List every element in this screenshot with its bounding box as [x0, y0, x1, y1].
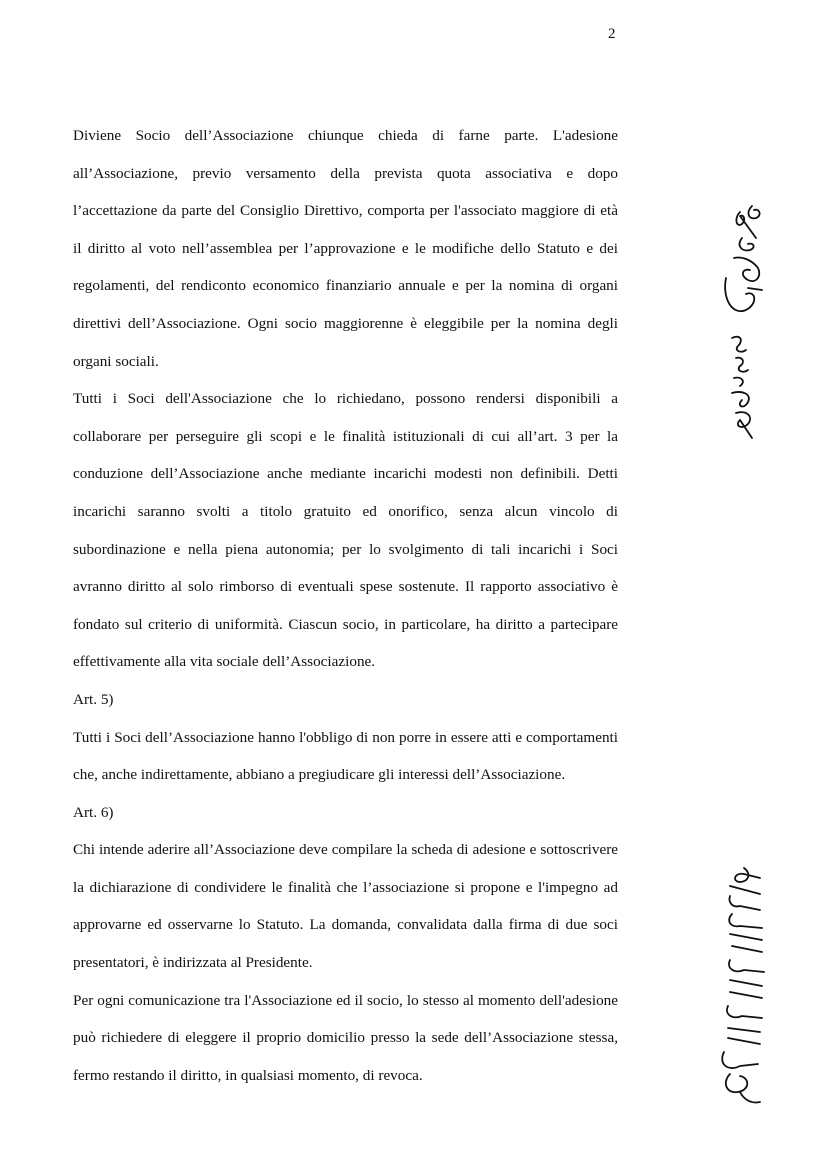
paragraph-application: Chi intende aderire all’Associazione deve compilare la scheda di adesione e sottoscrivere la dichiarazione di condividere le finalità che l’associazione si propone e l'impegno ad approvarne ed osservarne lo Statuto. La domanda, convalidata dalla firma di due soci presentatori, è indirizzata al Presidente.	[73, 841, 618, 972]
handwritten-signature-bottom	[700, 860, 775, 1110]
paragraph-collaboration: Tutti i Soci dell'Associazione che lo richiedano, possono rendersi disponibili a collaborare per perseguire gli scopi e le finalità istituzionali di cui all’art. 3 per la conduzione dell’Associazione anche mediante incarichi modesti non definibili. Detti incarichi saranno svolti a titolo gratuito ed onorifico, senza alcun vincolo di subordinazione e nella piena autonomia; per lo svolgimento di tali incarichi i Soci avranno diritto al solo rimborso di eventuali spese sostenute. Il rapporto associativo è fondato sul criterio di uniformità. Ciascun socio, in particolare, ha diritto a partecipare effettivamente alla vita sociale dell’Associazione.	[73, 390, 618, 671]
paragraph-obligations: Tutti i Soci dell’Associazione hanno l'obbligo di non porre in essere atti e comportamenti che, anche indirettamente, abbiano a pregiudicare gli interessi dell’Associazione.	[73, 728, 618, 784]
article-5-heading: Art. 5)	[73, 690, 114, 708]
article-6-heading: Art. 6)	[73, 803, 114, 821]
handwritten-signature-top	[712, 198, 772, 448]
paragraph-communication: Per ogni comunicazione tra l'Associazione ed il socio, lo stesso al momento dell'adesione può richiedere di eleggere il proprio domicilio presso la sede dell’Associazione stessa, fermo restando il diritto, in qualsiasi momento, di revoca.	[73, 991, 618, 1084]
document-body	[73, 117, 618, 1094]
page-number: 2	[608, 26, 616, 42]
paragraph-membership: Diviene Socio dell’Associazione chiunque chieda di farne parte. L'adesione all’Associazione, previo versamento della prevista quota associativa e dopo l’accettazione da parte del Consiglio Direttivo, comporta per l'associato maggiore di età il diritto al voto nell’assemblea per l’approvazione e le modifiche dello Statuto e dei regolamenti, del rendiconto economico finanziario annuale e per la nomina di organi direttivi dell’Associazione. Ogni socio maggiorenne è eleggibile per la nomina degli organi sociali.	[73, 127, 618, 370]
